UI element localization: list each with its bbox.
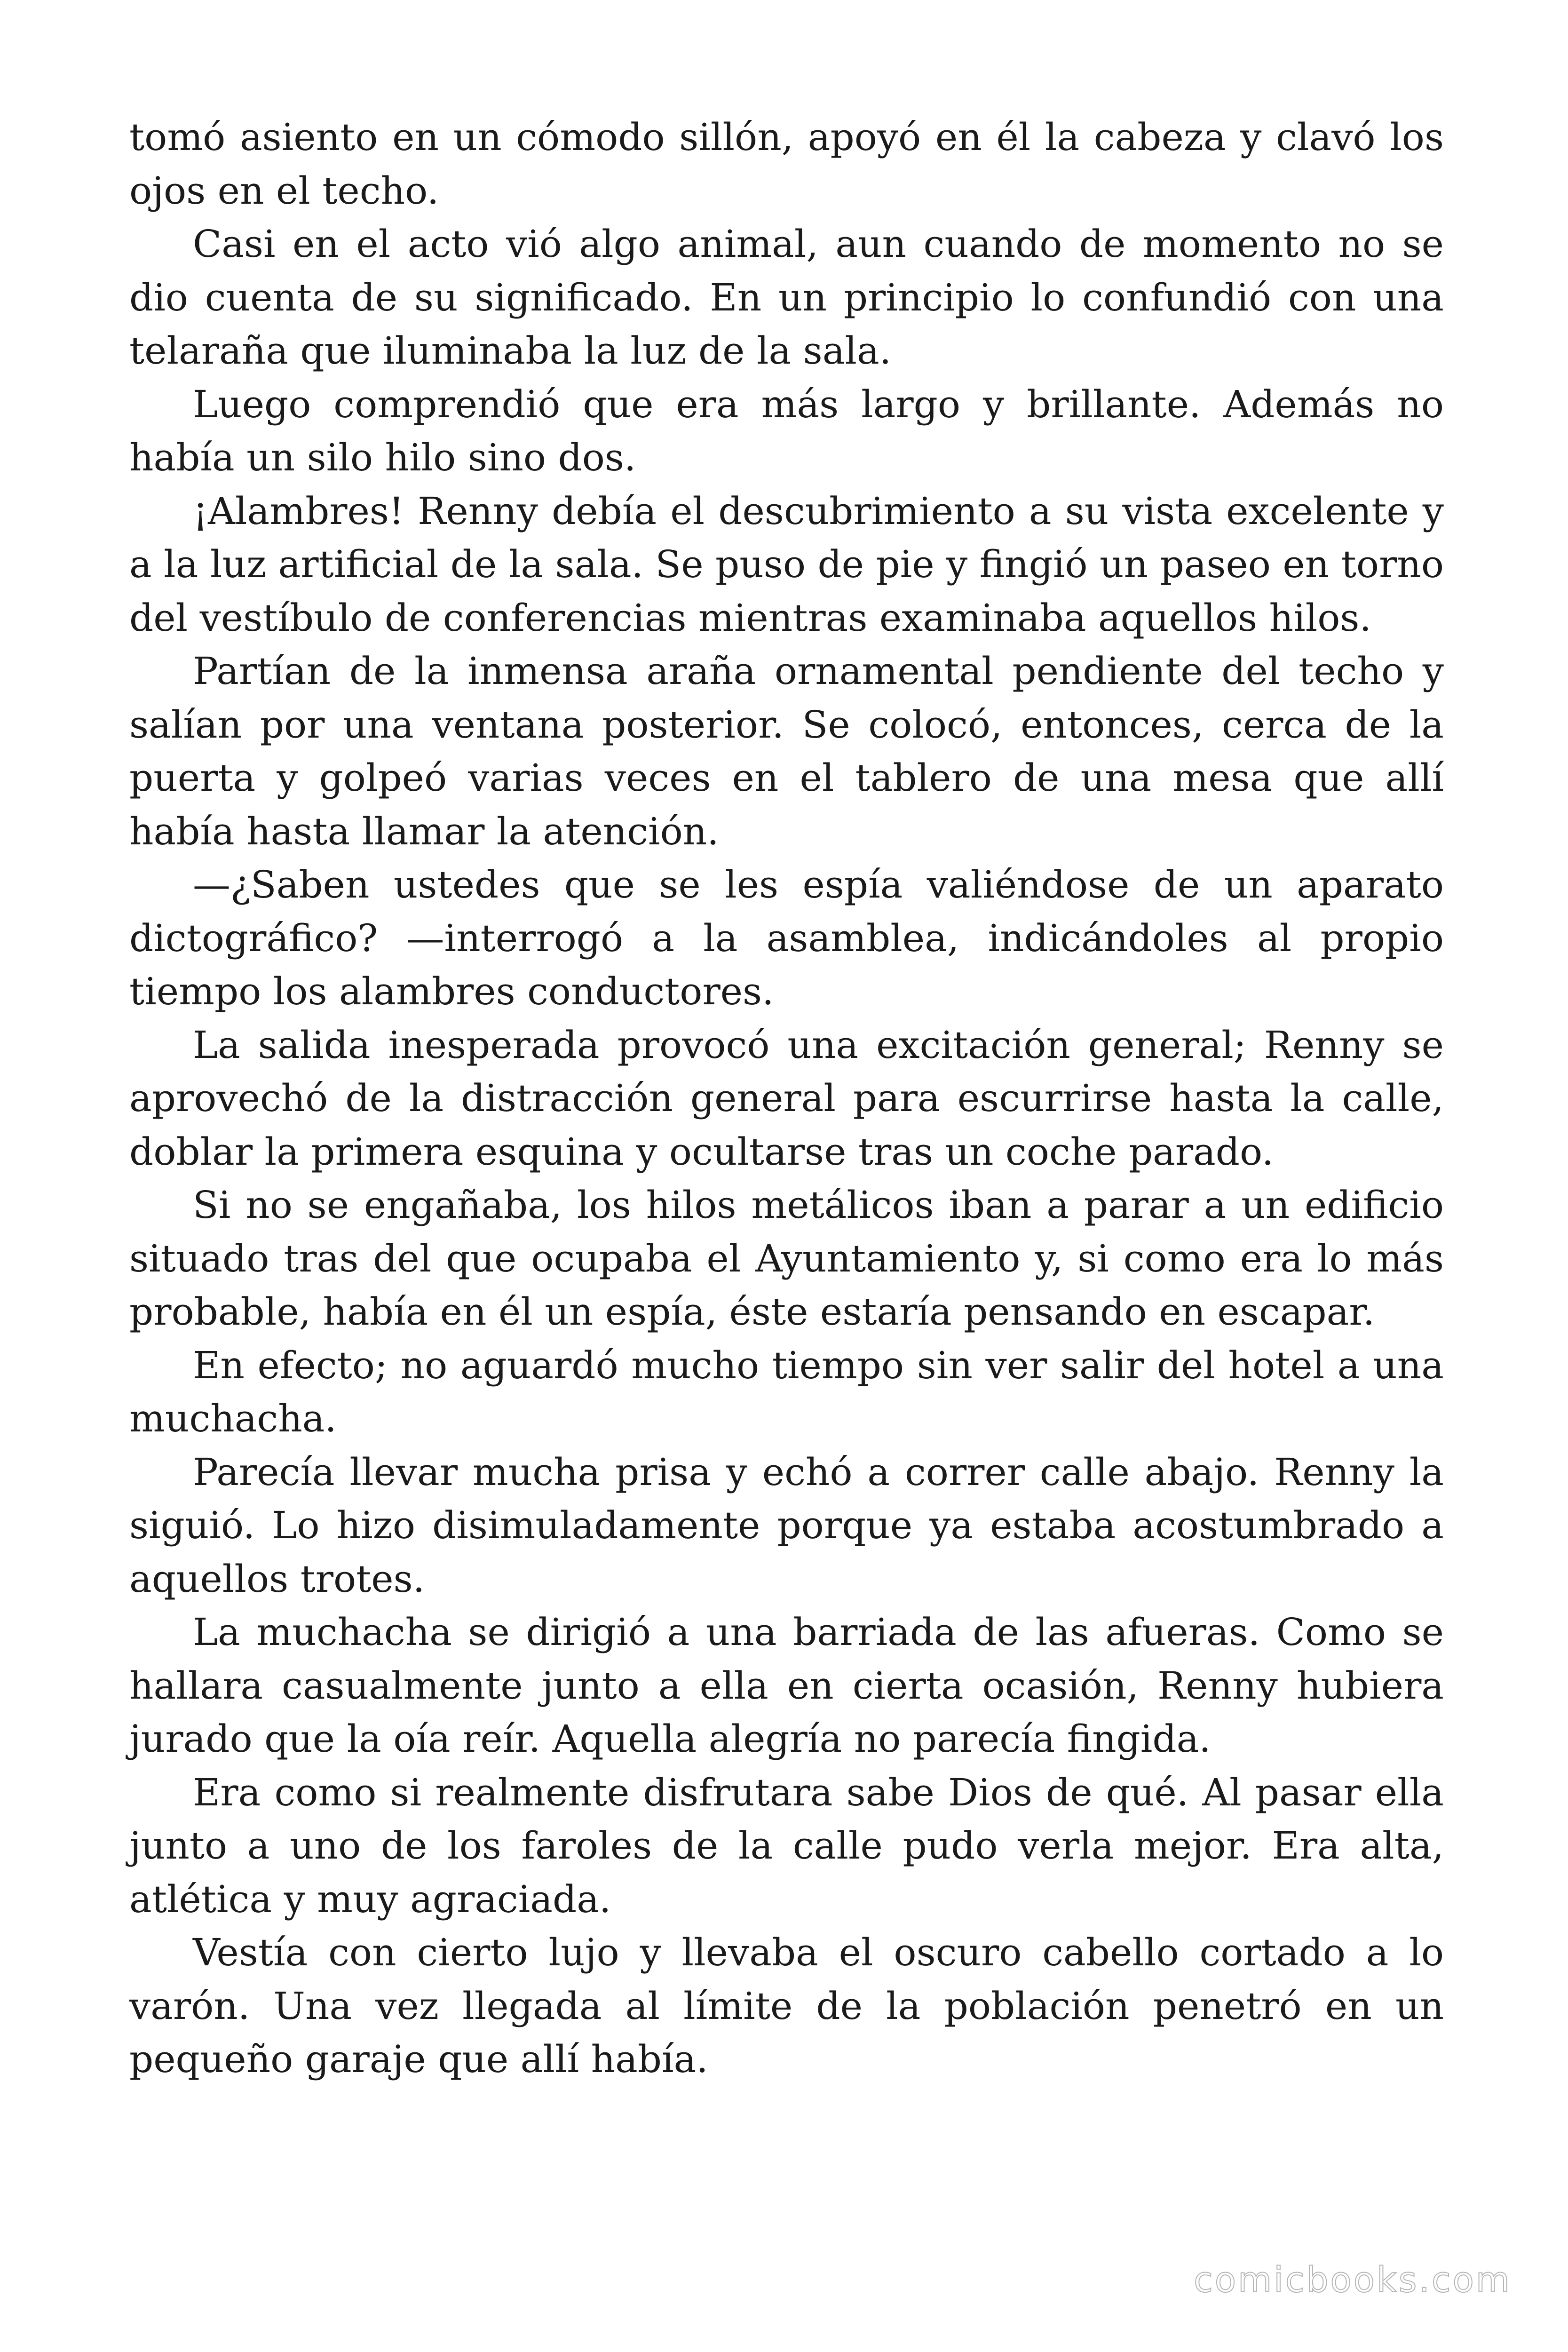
paragraph-7: La salida inesperada provocó una excitación general; Renny se aprovechó de la distracción general para escurrirse hasta la calle, doblar la primera esquina y ocultarse tras un coche parado. [129, 1023, 1444, 1174]
paragraph-13: Vestía con cierto lujo y llevaba el oscuro cabello cortado a lo varón. Una vez llegada al límite de la población penetró en un pequeño garaje que allí había. [129, 1931, 1444, 2081]
paragraph-12: Era como si realmente disfrutara sabe Dios de qué. Al pasar ella junto a uno de los faroles de la calle pudo verla mejor. Era alta, atlética y muy agraciada. [129, 1770, 1444, 1921]
page-body [129, 111, 1444, 2086]
paragraph-5: Partían de la inmensa araña ornamental pendiente del techo y salían por una ventana posterior. Se colocó, entonces, cerca de la puerta y golpeó varias veces en el tablero de una mesa que allí había hasta llamar la atención. [129, 649, 1444, 853]
paragraph-3: Luego comprendió que era más largo y brillante. Además no había un silo hilo sino dos. [129, 382, 1444, 479]
paragraph-11: La muchacha se dirigió a una barriada de las afueras. Como se hallara casualmente junto a ella en cierta ocasión, Renny hubiera jurado que la oía reír. Aquella alegría no parecía fingida. [129, 1610, 1444, 1761]
paragraph-1: tomó asiento en un cómodo sillón, apoyó en él la cabeza y clavó los ojos en el techo. [129, 115, 1444, 213]
paragraph-9: En efecto; no aguardó mucho tiempo sin ver salir del hotel a una muchacha. [129, 1343, 1444, 1440]
watermark: comicbooks.com [1194, 2260, 1512, 2300]
paragraph-6: —¿Saben ustedes que se les espía valiéndose de un aparato dictográfico? —interrogó a la asamblea, indicándoles al propio tiempo los alambres conductores. [129, 863, 1444, 1013]
paragraph-2: Casi en el acto vió algo animal, aun cuando de momento no se dio cuenta de su significado. En un principio lo confundió con una telaraña que iluminaba la luz de la sala. [129, 222, 1444, 373]
paragraph-10: Parecía llevar mucha prisa y echó a correr calle abajo. Renny la siguió. Lo hizo disimuladamente porque ya estaba acostumbrado a aquellos trotes. [129, 1450, 1444, 1601]
paragraph-4: ¡Alambres! Renny debía el descubrimiento a su vista excelente y a la luz artificial de la sala. Se puso de pie y fingió un paseo en torno del vestíbulo de conferencias mientras examinaba aquellos hilos. [129, 489, 1444, 640]
paragraph-8: Si no se engañaba, los hilos metálicos iban a parar a un edificio situado tras del que ocupaba el Ayuntamiento y, si como era lo más probable, había en él un espía, éste estaría pensando en escapar. [129, 1183, 1444, 1334]
